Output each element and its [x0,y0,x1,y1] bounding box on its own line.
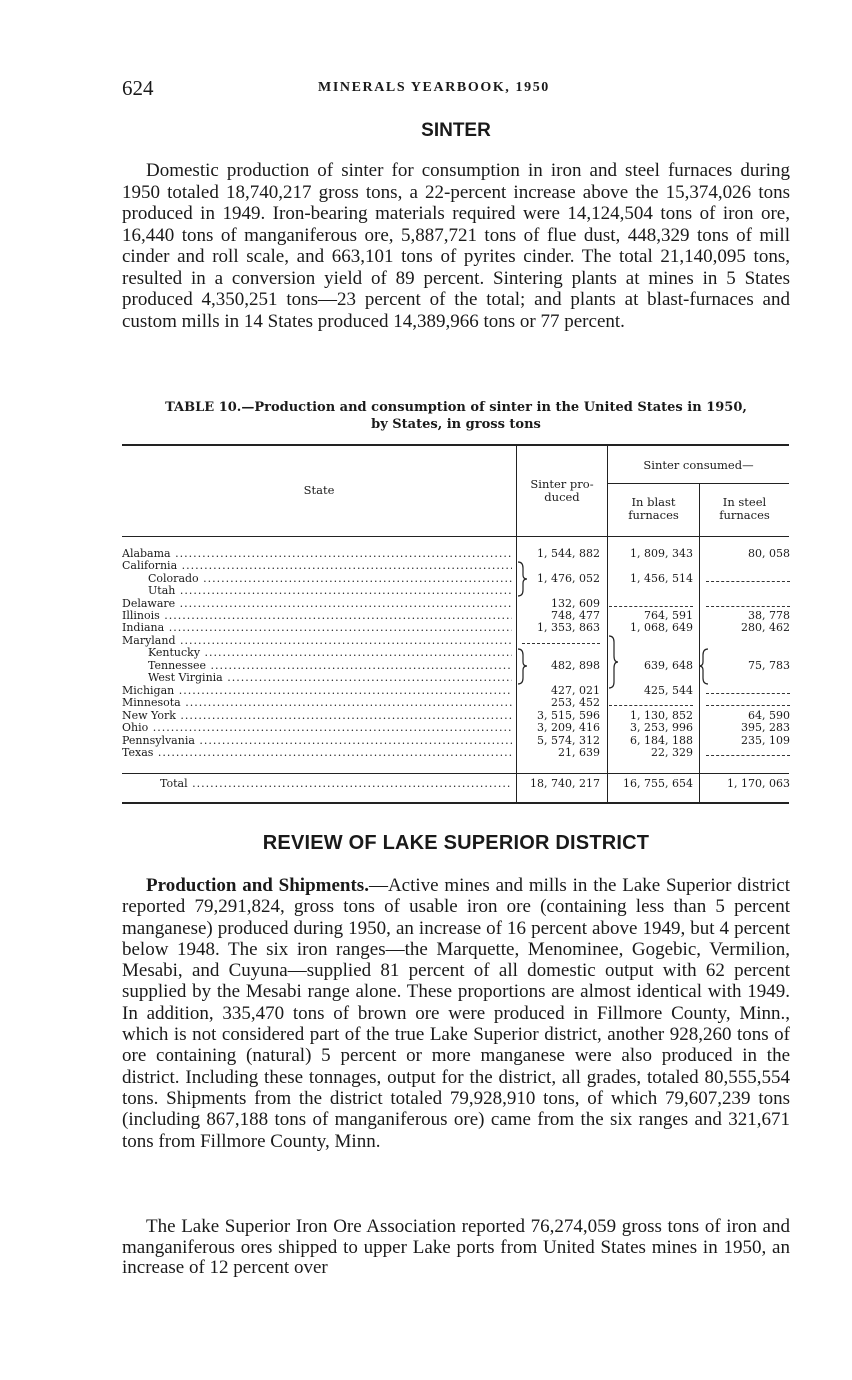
table-row: Alabama ..... 1, 544, 882 1, 809, 343 80, 058 [122,548,789,560]
table-total-row: Total ..... 18, 740, 217 16, 755, 654 1, 170, 063 [122,778,789,790]
table-row: West Virginia ..... [122,672,789,684]
table-row: Kentucky ..... [122,647,789,659]
col-header-produced: Sinter pro- duced [530,477,594,504]
table-row: Indiana ..... 1, 353, 863 1, 068, 649 280, 462 [122,622,789,634]
table-caption-line2: by States, in gross tons [371,417,541,432]
review-paragraph-2: The Lake Superior Iron Ore Association reported 76,274,059 gross tons of iron and manganiferous ores shipped to upper Lake ports from United States mines in 1950, an increase of 12 percent over [122,1216,790,1278]
table-row: New York ..... 3, 515, 596 1, 130, 852 64, 590 [122,710,789,722]
table-row: Utah ..... [122,585,789,597]
sinter-heading: SINTER [421,120,491,141]
col-header-blast: In blast furnaces [628,495,679,522]
table-row: Delaware ..... 132, 609 [122,598,789,610]
table-row: Pennsylvania ..... 5, 574, 312 6, 184, 188 235, 109 [122,735,789,747]
brace-marks [122,444,789,804]
table-caption-line1: TABLE 10.—Production and consumption of sinter in the United States in 1950, [165,400,747,415]
table-row: Michigan ..... 427, 021 425, 544 [122,685,789,697]
col-header-consumed: Sinter consumed— [643,458,754,472]
table-row: Maryland ..... [122,635,789,647]
sinter-table [122,444,789,804]
sinter-paragraph: Domestic production of sinter for consumption in iron and steel furnaces during 1950 totaled 18,740,217 gross tons, a 22-percent increase above the 15,374,026 tons produced in 1949. Iron-bearing materials required were 14,124,504 tons of iron ore, 16,440 tons of manganiferous ore, 5,887,721 tons of flue dust, 448,329 tons of mill cinder and roll scale, and 663,101 tons of pyrites cinder. The total 21,140,095 tons, resulted in a conversion yield of 89 percent. Sintering plants at mines in 5 States produced 4,350,251 tons—23 percent of the total; and plants at blast-furnaces and custom mills in 14 States produced 14,389,966 tons or 77 percent. [122,160,790,332]
table-row: California ..... [122,560,789,572]
review-paragraph-1: Production and Shipments.—Active mines and mills in the Lake Superior district reported 79,291,824, gross tons of usable iron ore (containing less than 5 percent manganese) produced during 1950, an increase of 16 percent above 1949, but 4 percent below 1948. The six iron ranges—the Marquette, Menominee, Gogebic, Vermilion, Mesabi, and Cuyuna—supplied 81 percent of all domestic output with 62 percent supplied by the Mesabi range alone. These proportions are almost identical with 1949. In addition, 335,470 tons of brown ore were produced in Fillmore County, Minn., which is not considered part of the true Lake Superior district, another 928,260 tons of ore containing (natural) 5 percent or more manganese were also produced in the district. Including these tonnages, output for the district, all grades, totaled 80,555,554 tons. Shipments from the district totaled 79,928,910 tons, of which 79,607,239 tons (including 867,188 tons of manganiferous ore) came from the six ranges and 321,671 tons from Fillmore County, Minn. [122,875,790,1152]
table-caption [122,399,790,433]
table-row: Tennessee ..... 482, 898 639, 648 75, 783 [122,660,789,672]
col-header-state: State [303,483,335,497]
table-row: Illinois ..... 748, 477 764, 591 38, 778 [122,610,789,622]
table-row: Ohio ..... 3, 209, 416 3, 253, 996 395, 283 [122,722,789,734]
review-heading: REVIEW OF LAKE SUPERIOR DISTRICT [262,832,650,854]
table-row: Minnesota ..... 253, 452 [122,697,789,709]
table-row: Colorado ..... 1, 476, 052 1, 456, 514 [122,573,789,585]
page-number: 624 [122,76,154,100]
col-header-steel: In steel furnaces [719,495,770,522]
running-title: MINERALS YEARBOOK, 1950 [318,80,550,95]
running-head [122,76,790,102]
table-row: Texas ..... 21, 639 22, 329 [122,747,789,759]
